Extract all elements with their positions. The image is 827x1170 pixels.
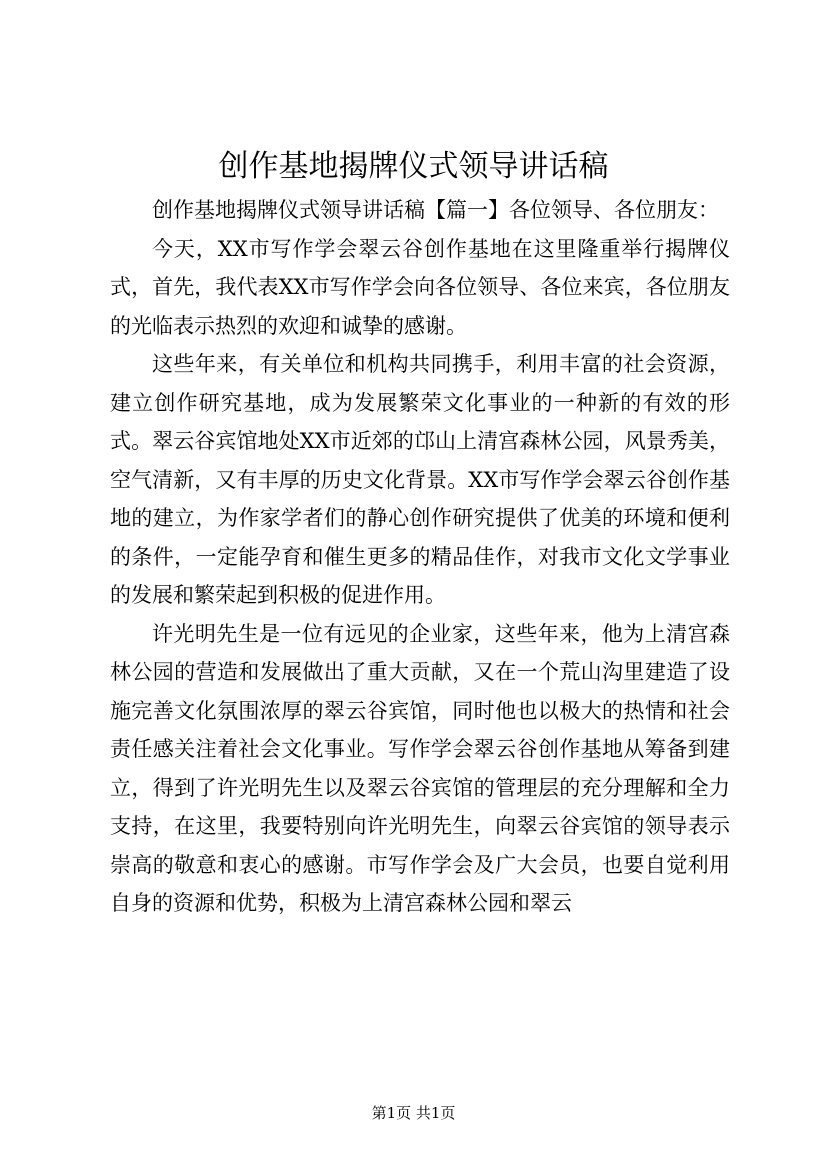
page-number-footer: 第1页 共1页 bbox=[371, 1104, 456, 1122]
paragraph-thanks: 许光明先生是一位有远见的企业家，这些年来，他为上清宫森林公园的营造和发展做出了重大贡献，又在一个荒山沟里建造了设施完善文化氛围浓厚的翠云谷宾馆，同时他也以极大的热情和社会责任感关注着社会文化事业。写作学会翠云谷创作基地从筹备到建立，得到了许光明先生以及翠云谷宾馆的管理层的充分理解和全力支持，在这里，我要特别向许光明先生，向翠云谷宾馆的领导表示崇高的敬意和衷心的感谢。市写作学会及广大会员，也要自觉利用自身的资源和优势，积极为上清宫森林公园和翠云 bbox=[110, 621, 730, 915]
document-body bbox=[110, 191, 730, 923]
paragraph-background: 这些年来，有关单位和机构共同携手，利用丰富的社会资源，建立创作研究基地，成为发展繁荣文化事业的一种新的有效的形式。翠云谷宾馆地处XX市近郊的邙山上清宫森林公园，风景秀美，空气清新，又有丰厚的历史文化背景。XX市写作学会翠云谷创作基地的建立，为作家学者们的静心创作研究提供了优美的环境和便利的条件，一定能孕育和催生更多的精品佳作，对我市文化文学事业的发展和繁荣起到积极的促进作用。 bbox=[110, 352, 730, 607]
document-title: 创作基地揭牌仪式领导讲话稿 bbox=[218, 149, 609, 184]
paragraph-welcome: 今天，XX市写作学会翠云谷创作基地在这里隆重举行揭牌仪式，首先，我代表XX市写作学会向各位领导、各位来宾，各位朋友的光临表示热烈的欢迎和诚挚的感谢。 bbox=[110, 236, 730, 338]
paragraph-opening: 创作基地揭牌仪式领导讲话稿【篇一】各位领导、各位朋友： bbox=[152, 198, 719, 222]
